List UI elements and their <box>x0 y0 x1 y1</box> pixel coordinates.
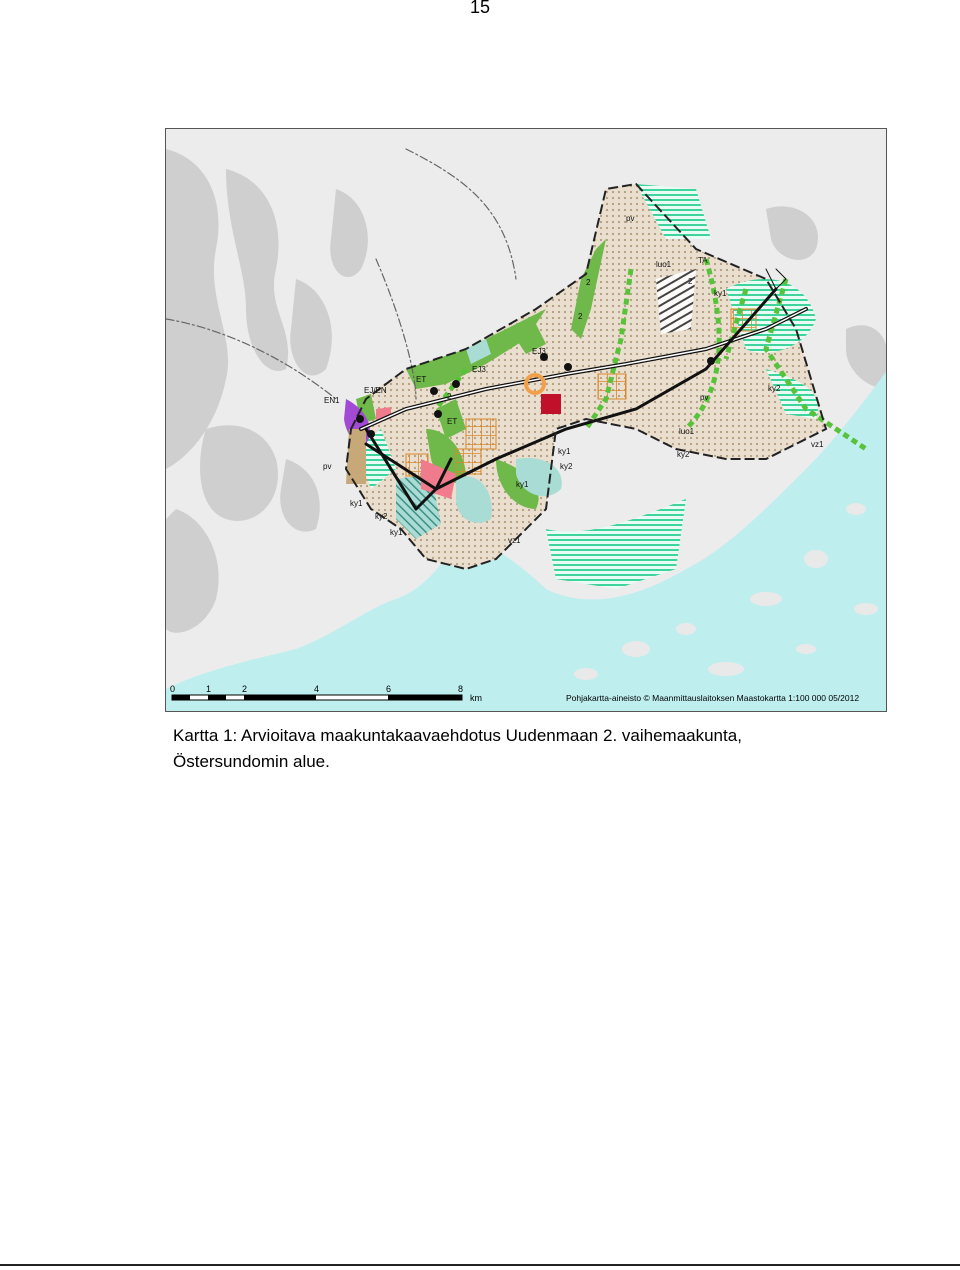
label-ky1-c: ky1 <box>558 447 571 456</box>
label-pv-w: pv <box>323 462 332 471</box>
label-pv-e: pv <box>700 393 709 402</box>
label-et-a: ET <box>416 375 427 384</box>
scale-unit: km <box>470 693 482 703</box>
red-center-square <box>541 394 561 414</box>
map-caption <box>173 723 742 775</box>
footer-rule <box>0 1264 960 1266</box>
label-2-b: 2 <box>578 312 583 321</box>
land-use-map <box>165 128 887 712</box>
scale-tick-0: 0 <box>170 684 176 694</box>
tan-zone <box>346 429 366 484</box>
label-ky1-sw: ky1 <box>390 528 403 537</box>
label-ta: TA <box>698 256 708 265</box>
label-2-c: 2 <box>447 392 452 401</box>
map-copyright: Pohjakartta-aineisto © Maanmittauslaitoksen Maastokartta 1:100 000 05/2012 <box>566 693 860 703</box>
page-number: 15 <box>469 0 491 17</box>
label-vz1-s: vz1 <box>508 536 521 545</box>
label-pv-nw: pv <box>626 214 635 223</box>
label-ky1-w: ky1 <box>350 499 363 508</box>
label-ej-en: EJ/EN <box>364 386 387 395</box>
label-ky1-ne: ky1 <box>714 289 727 298</box>
scale-tick-8: 8 <box>458 684 464 694</box>
label-ej3-a: EJ3 <box>532 347 546 356</box>
label-vz1-e: vz1 <box>811 440 824 449</box>
label-ky2-se: ky2 <box>677 450 690 459</box>
label-2-d: 2 <box>688 277 693 286</box>
label-ky1-s: ky1 <box>516 480 529 489</box>
label-luo1-e: luo1 <box>679 427 695 436</box>
label-et-b: ET <box>447 417 458 426</box>
label-2-a: 2 <box>586 278 591 287</box>
label-ky2-e: ky2 <box>768 384 781 393</box>
label-ky2-c: ky2 <box>560 462 573 471</box>
label-en1: EN1 <box>324 396 340 405</box>
label-ej3-b: EJ3 <box>472 365 486 374</box>
scale-tick-6: 6 <box>386 684 392 694</box>
label-luo1-n: luo1 <box>656 260 672 269</box>
scale-tick-2: 2 <box>242 684 248 694</box>
caption-line-2: Östersundomin alue. <box>173 752 330 771</box>
caption-line-1: Kartta 1: Arvioitava maakuntakaavaehdotus Uudenmaan 2. vaihemaakunta, <box>173 726 742 745</box>
label-ky2-w: ky2 <box>375 512 388 521</box>
scale-tick-4: 4 <box>314 684 320 694</box>
scale-tick-1: 1 <box>206 684 212 694</box>
